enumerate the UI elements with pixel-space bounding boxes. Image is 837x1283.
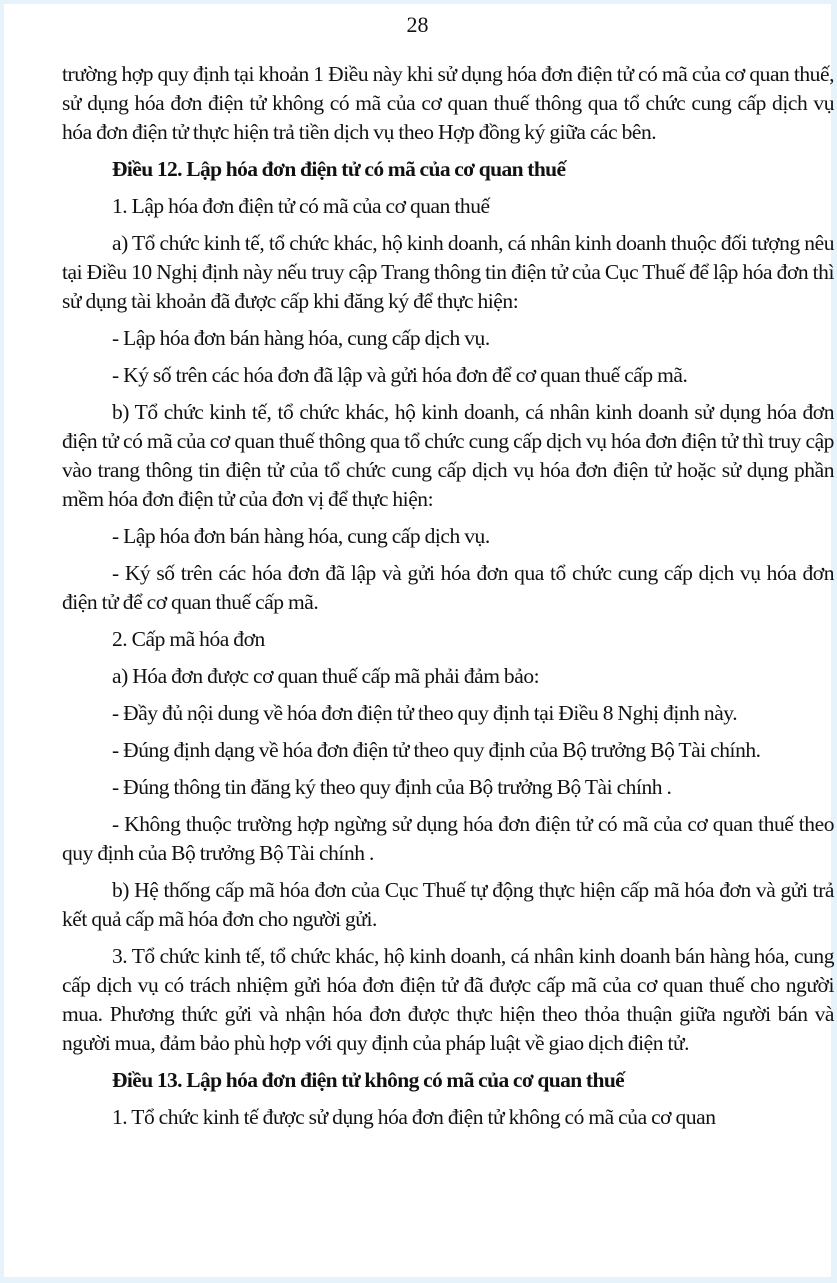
clause-3-paragraph: 3. Tổ chức kinh tế, tổ chức khác, hộ kinh doanh, cá nhân kinh doanh bán hàng hóa, cung cấp dịch vụ có trách nhiệm gửi hóa đơn điện tử đã được cấp mã của cơ quan thuế cho người mua. Phương thức gửi và nhận hóa đơn được thực hiện theo thỏa thuận giữa người bán và người mua, đảm bảo phù hợp với quy định của pháp luật về giao dịch điện tử. bbox=[62, 944, 834, 1055]
bullet-create-invoice-2: - Lập hóa đơn bán hàng hóa, cung cấp dịch vụ. bbox=[112, 524, 490, 548]
clause-1-title: 1. Lập hóa đơn điện tử có mã của cơ quan thuế bbox=[112, 194, 490, 218]
article-12-heading: Điều 12. Lập hóa đơn điện tử có mã của cơ quan thuế bbox=[112, 157, 566, 181]
point-a-paragraph: a) Tổ chức kinh tế, tổ chức khác, hộ kinh doanh, cá nhân kinh doanh thuộc đối tượng nêu tại Điều 10 Nghị định này nếu truy cập Trang thông tin điện tử của Cục Thuế để lập hóa đơn thì sử dụng tài khoản đã được cấp khi đăng ký để thực hiện: bbox=[62, 231, 834, 313]
page-number: 28 bbox=[406, 12, 429, 37]
document-body bbox=[62, 60, 834, 1140]
bullet-sign-invoice-2: - Ký số trên các hóa đơn đã lập và gửi hóa đơn qua tổ chức cung cấp dịch vụ hóa đơn điện tử để cơ quan thuế cấp mã. bbox=[62, 561, 834, 614]
point-2a-paragraph: a) Hóa đơn được cơ quan thuế cấp mã phải đảm bảo: bbox=[112, 664, 540, 688]
document-page bbox=[4, 4, 834, 1277]
bullet-correct-registration: - Đúng thông tin đăng ký theo quy định của Bộ trưởng Bộ Tài chính . bbox=[112, 775, 672, 799]
clause-2-title: 2. Cấp mã hóa đơn bbox=[112, 627, 265, 651]
paragraph-continuation: trường hợp quy định tại khoản 1 Điều này khi sử dụng hóa đơn điện tử có mã của cơ quan thuế, sử dụng hóa đơn điện tử không có mã của cơ quan thuế thông qua tổ chức cung cấp dịch vụ hóa đơn điện tử thực hiện trả tiền dịch vụ theo Hợp đồng ký giữa các bên. bbox=[62, 62, 834, 144]
article-13-clause-1: 1. Tổ chức kinh tế được sử dụng hóa đơn điện tử không có mã của cơ quan bbox=[112, 1105, 716, 1129]
point-b-paragraph: b) Tổ chức kinh tế, tổ chức khác, hộ kinh doanh, cá nhân kinh doanh sử dụng hóa đơn điện tử có mã của cơ quan thuế thông qua tổ chức cung cấp dịch vụ hóa đơn điện tử thì truy cập vào trang thông tin điện tử của tổ chức cung cấp dịch vụ hóa đơn điện tử hoặc sử dụng phần mềm hóa đơn điện tử của đơn vị để thực hiện: bbox=[62, 400, 834, 511]
bullet-create-invoice: - Lập hóa đơn bán hàng hóa, cung cấp dịch vụ. bbox=[112, 326, 490, 350]
bullet-sign-invoice: - Ký số trên các hóa đơn đã lập và gửi hóa đơn để cơ quan thuế cấp mã. bbox=[112, 363, 688, 387]
bullet-correct-format: - Đúng định dạng về hóa đơn điện tử theo quy định của Bộ trưởng Bộ Tài chính. bbox=[112, 738, 761, 762]
point-2b-paragraph: b) Hệ thống cấp mã hóa đơn của Cục Thuế tự động thực hiện cấp mã hóa đơn và gửi trả kết quả cấp mã hóa đơn cho người gửi. bbox=[62, 878, 834, 931]
article-13-heading: Điều 13. Lập hóa đơn điện tử không có mã của cơ quan thuế bbox=[112, 1068, 625, 1092]
bullet-not-suspended: - Không thuộc trường hợp ngừng sử dụng hóa đơn điện tử có mã của cơ quan thuế theo quy định của Bộ trưởng Bộ Tài chính . bbox=[62, 812, 834, 865]
bullet-full-content: - Đầy đủ nội dung về hóa đơn điện tử theo quy định tại Điều 8 Nghị định này. bbox=[112, 701, 738, 725]
